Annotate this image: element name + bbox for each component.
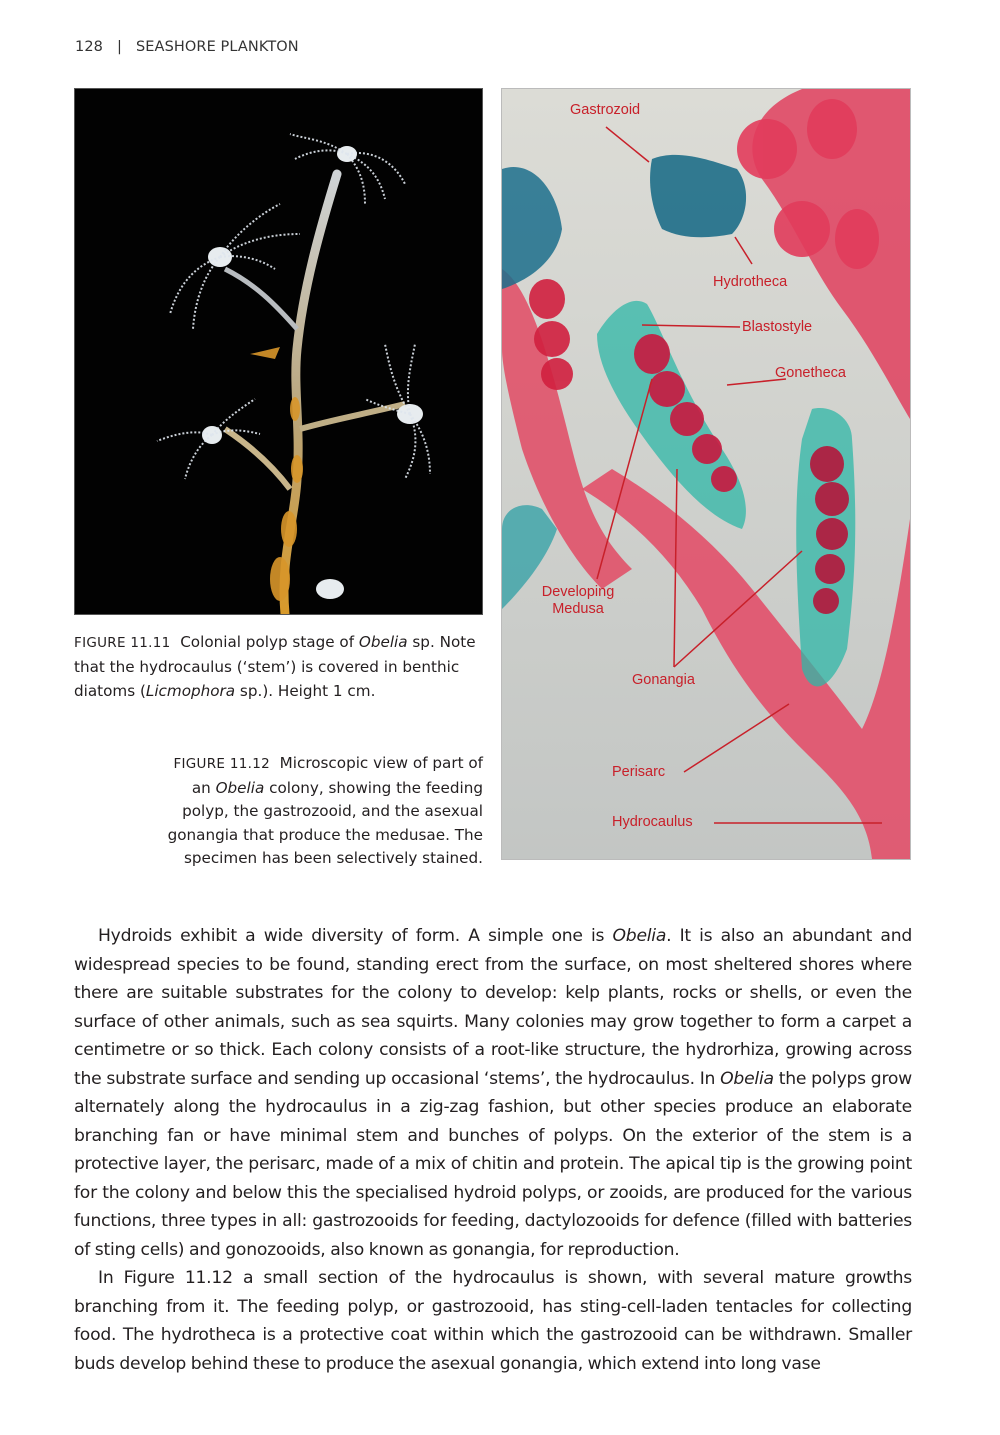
italic-genus: Obelia (720, 1068, 774, 1089)
figure-11-12-photo (501, 88, 911, 860)
label-perisarc: Perisarc (612, 764, 666, 780)
body-text (74, 922, 912, 1378)
paragraph-text: Hydroids exhibit a wide diversity of form. A simple one is (98, 926, 613, 946)
figure-11-12-label: FIGURE 11.12 (173, 756, 270, 772)
label-developing-line2: Medusa (552, 601, 604, 617)
caption-text: Microscopic view of part of an (191, 754, 483, 797)
figure-11-11-caption (74, 630, 484, 703)
running-title: SEASHORE PLANKTON (135, 39, 299, 55)
paragraph-2: In Figure 11.12 a small section of the hydrocaulus is shown, with several mature growths branching from it. The feeding polyp, or gastrozooid, has sting-cell-laden tentacles for collecting food. The hydrotheca is a protective coat within which the gastrozooid can be withdrawn. Smaller buds develop behind these to produce the asexual gonangia, which extend into long vase (74, 1268, 912, 1374)
caption-italic-genus: Licmophora (145, 682, 236, 700)
branch-left-upper (225, 269, 297, 329)
label-hydrotheca: Hydrotheca (713, 274, 788, 290)
page-number: 128 (75, 39, 103, 55)
caption-text: colony, showing the feeding polyp, the gastrozooid, and the asexual gonangia that produce the medusae. The specimen has been selectively stained. (167, 778, 483, 867)
label-gastrozoid: Gastrozoid (570, 102, 641, 118)
label-gonetheca: Gonetheca (775, 365, 846, 381)
running-head (75, 39, 299, 55)
label-developing-medusa (538, 584, 618, 618)
caption-text: sp.). Height 1 cm. (235, 682, 376, 700)
main-stem (284, 174, 337, 614)
italic-genus: Obelia (612, 926, 667, 946)
caption-text: sp. Note that the hydrocaulus (‘stem’) is covered in benthic diatoms ( (74, 633, 476, 700)
paragraph-1 (74, 922, 912, 1264)
figure-11-11-photo (74, 88, 483, 615)
branch-left-lower (225, 429, 290, 489)
figure-11-12-caption (150, 752, 483, 871)
label-developing-line1: Developing (541, 584, 615, 600)
header-separator: | (116, 39, 122, 55)
label-hydrocaulus: Hydrocaulus (612, 814, 693, 830)
paragraph-text: the polyps grow alternately along the hydrocaulus in a zig-zag fashion, but other species produce an elaborate branching fan or have minimal stem and bunches of polyps. On the exterior of the stem is a protective layer, the perisarc, made of a mix of chitin and protein. The apical tip is the growing point for the colony and below this the specialised hydroid polyps, or zooids, are produced for the various functions, three types in all: gastrozooids for feeding, dactylozooids for defence (filled with batteries of sting cells) and gonozooids, also known as gonangia, for reproduction. (74, 1068, 912, 1260)
paragraph-text: . It is also an abundant and widespread species to be found, standing erect from the surface, on most sheltered shores where there are suitable substrates for the colony to develop: kelp plants, rocks or shells, or even the surface of other animals, such as sea squirts. Many colonies may grow together to form a carpet a centimetre or so thick. Each colony consists of a root-like structure, the hydrorhiza, growing across the substrate surface and sending up occasional ‘stems’, the hydrocaulus. In (74, 926, 913, 1089)
obelia-colony-illustration (75, 89, 482, 614)
caption-italic-genus: Obelia (215, 778, 265, 797)
stained-colony-illustration (502, 89, 910, 859)
caption-text: Colonial polyp stage of (180, 633, 359, 651)
figure-11-11-label: FIGURE 11.11 (74, 635, 171, 651)
caption-italic-genus: Obelia (358, 633, 408, 651)
label-blastostyle: Blastostyle (742, 319, 813, 335)
label-gonangia: Gonangia (632, 672, 695, 688)
